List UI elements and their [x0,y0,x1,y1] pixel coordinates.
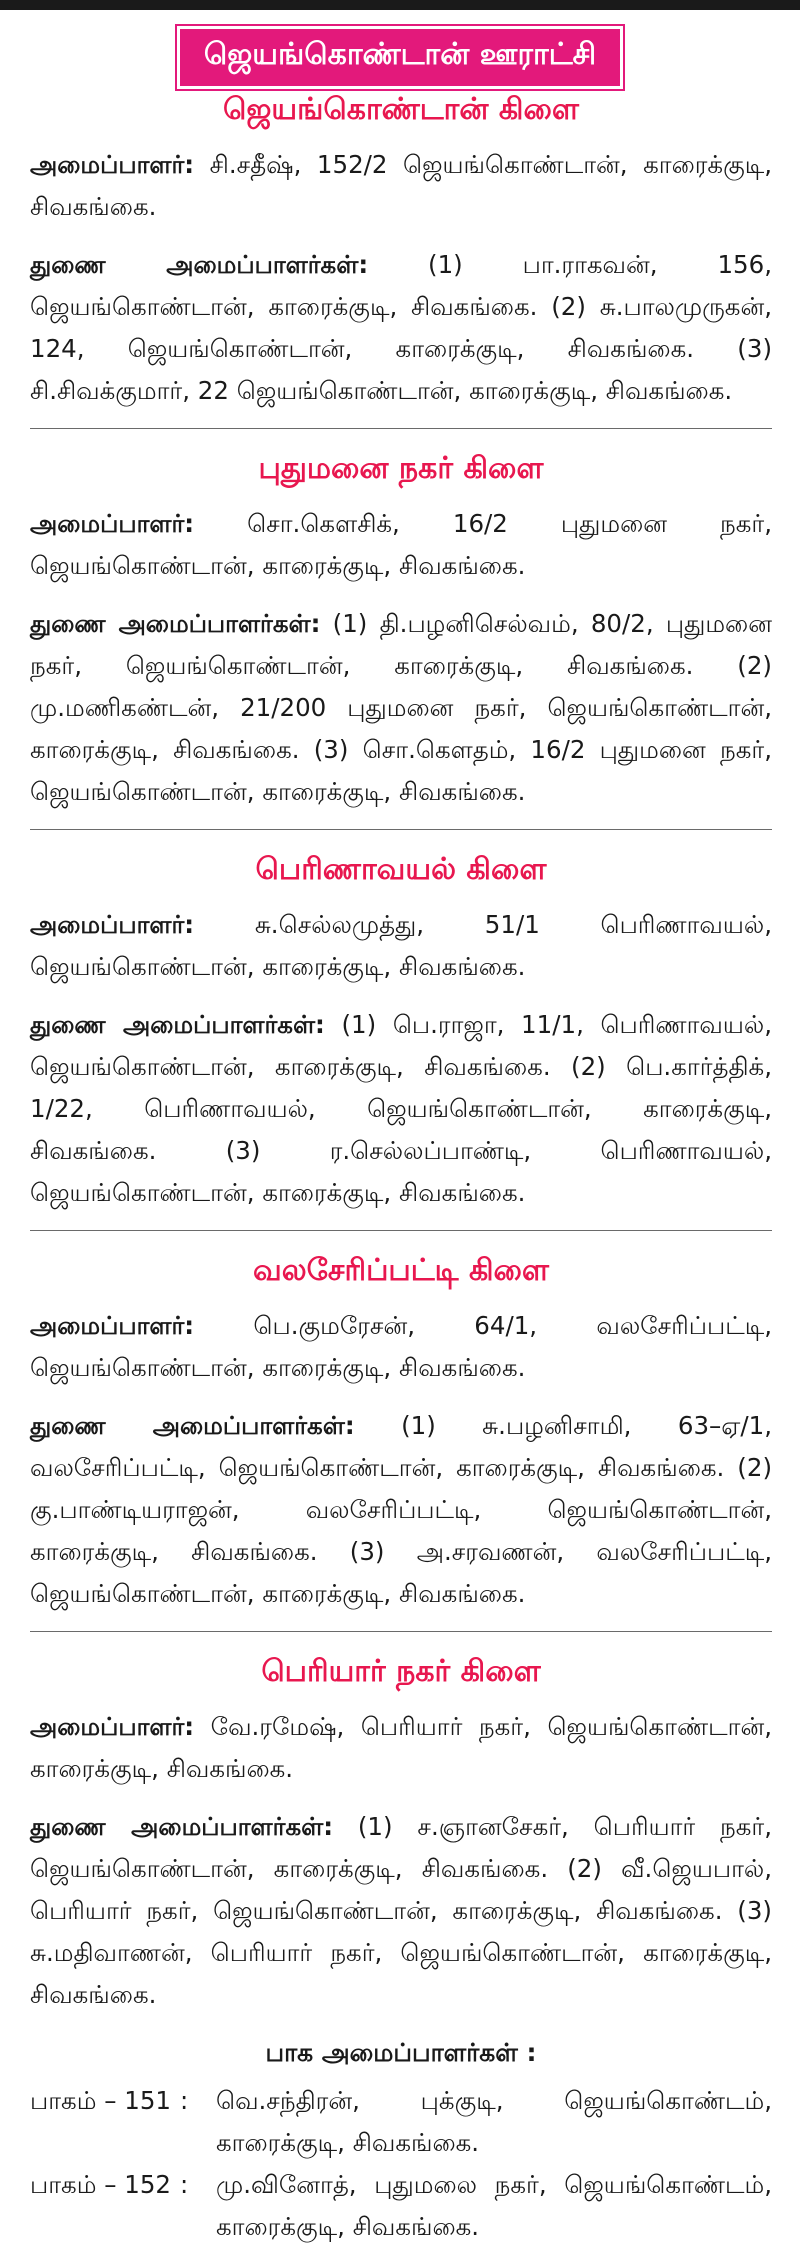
section-title: பெரியார் நகர் கிளை [261,1654,541,1689]
organizer-paragraph [30,904,772,988]
organizer-text: சி.சதீஷ், 152/2 ஜெயங்கொண்டான், காரைக்குடி, சிவகங்கை. [30,150,773,221]
organizer-label: அமைப்பாளர்: [30,910,195,939]
deputy-organizers-label: துணை அமைப்பாளர்கள்: [30,609,321,638]
section-pudhumanai-nagar [30,447,772,813]
part-organizer-text: மு.வினோத், புதுமலை நகர், ஜெயங்கொண்டம், காரைக்குடி, சிவகங்கை. [216,2170,772,2241]
organizer-paragraph [30,1706,772,1790]
divider [30,829,772,830]
part-separator: : [180,2170,189,2199]
document-body [0,88,800,2248]
deputy-organizers-paragraph [30,1405,772,1615]
part-organizer-text: வெ.சந்திரன், புக்குடி, ஜெயங்கொண்டம், காரைக்குடி, சிவகங்கை. [216,2086,772,2157]
organizer-text: வே.ரமேஷ், பெரியார் நகர், ஜெயங்கொண்டான், காரைக்குடி, சிவகங்கை. [30,1712,772,1783]
header [0,26,800,89]
organizer-label: அமைப்பாளர்: [30,509,195,538]
section-title: பெரிணாவயல் கிளை [255,852,547,887]
organizer-label: அமைப்பாளர்: [30,1311,195,1340]
part-number: பாகம் – 152 [30,2170,172,2199]
deputy-organizers-text: (1) பெ.ராஜா, 11/1, பெரிணாவயல், ஜெயங்கொண்டான், காரைக்குடி, சிவகங்கை. (2) பெ.கார்த்திக், 1/22, பெரிணாவயல், ஜெயங்கொண்டான், காரைக்குடி, சிவகங்கை. (3) ர.செல்லப்பாண்டி, பெரிணாவயல், ஜெயங்கொண்டான், காரைக்குடி, சிவகங்கை. [30,1010,772,1207]
organizer-label: அமைப்பாளர்: [30,1712,195,1741]
part-organizer-row [30,2080,772,2164]
organizer-paragraph [30,144,772,228]
organizer-paragraph [30,503,772,587]
organizer-text: சு.செல்லமுத்து, 51/1 பெரிணாவயல், ஜெயங்கொண்டான், காரைக்குடி, சிவகங்கை. [30,910,772,981]
section-title: புதுமனை நகர் கிளை [258,451,544,486]
divider [30,1230,772,1231]
organizer-text: சொ.கௌசிக், 16/2 புதுமனை நகர், ஜெயங்கொண்டான், காரைக்குடி, சிவகங்கை. [30,509,772,580]
section-valaseripatti [30,1249,772,1615]
divider [30,1631,772,1632]
deputy-organizers-text: (1) சு.பழனிசாமி, 63–ஏ/1, வலசேரிப்பட்டி, ஜெயங்கொண்டான், காரைக்குடி, சிவகங்கை. (2) கு.பாண்டியராஜன், வலசேரிப்பட்டி, ஜெயங்கொண்டான், காரைக்குடி, சிவகங்கை. (3) அ.சரவணன், வலசேரிப்பட்டி, ஜெயங்கொண்டான், காரைக்குடி, சிவகங்கை. [30,1411,773,1608]
section-jeyankondan [30,88,772,412]
deputy-organizers-paragraph [30,1004,772,1214]
deputy-organizers-paragraph [30,1806,772,2016]
deputy-organizers-text: (1) பா.ராகவன், 156, ஜெயங்கொண்டான், காரைக்குடி, சிவகங்கை. (2) சு.பாலமுருகன், 124, ஜெயங்கொண்டான், காரைக்குடி, சிவகங்கை. (3) சி.சிவக்குமார், 22 ஜெயங்கொண்டான், காரைக்குடி, சிவகங்கை. [30,250,772,405]
organizer-label: அமைப்பாளர்: [30,150,195,179]
top-rule [0,0,800,10]
section-title: ஜெயங்கொண்டான் கிளை [223,92,579,127]
part-separator: : [180,2086,189,2115]
part-number: பாகம் – 151 [30,2086,172,2115]
organizer-text: பெ.குமரேசன், 64/1, வலசேரிப்பட்டி, ஜெயங்கொண்டான், காரைக்குடி, சிவகங்கை. [30,1311,772,1382]
deputy-organizers-label: துணை அமைப்பாளர்கள்: [30,250,369,279]
section-perinavayal [30,848,772,1214]
deputy-organizers-paragraph [30,603,772,813]
deputy-organizers-text: (1) ச.ஞானசேகர், பெரியார் நகர், ஜெயங்கொண்டான், காரைக்குடி, சிவகங்கை. (2) வீ.ஜெயபால், பெரியார் நகர், ஜெயங்கொண்டான், காரைக்குடி, சிவகங்கை. (3) சு.மதிவாணன், பெரியார் நகர், ஜெயங்கொண்டான், காரைக்குடி, சிவகங்கை. [30,1812,772,2009]
divider [30,428,772,429]
part-organizers-heading: பாக அமைப்பாளர்கள் : [265,2038,537,2067]
deputy-organizers-label: துணை அமைப்பாளர்கள்: [30,1812,334,1841]
section-title: வலசேரிப்பட்டி கிளை [252,1253,549,1288]
section-periyar-nagar [30,1650,772,2016]
organizer-paragraph [30,1305,772,1389]
deputy-organizers-label: துணை அமைப்பாளர்கள்: [30,1010,325,1039]
part-organizer-row [30,2164,772,2248]
deputy-organizers-label: துணை அமைப்பாளர்கள்: [30,1411,355,1440]
deputy-organizers-paragraph [30,244,772,412]
deputy-organizers-text: (1) தி.பழனிசெல்வம், 80/2, புதுமனை நகர், ஜெயங்கொண்டான், காரைக்குடி, சிவகங்கை. (2) மு.மணிகண்டன், 21/200 புதுமனை நகர், ஜெயங்கொண்டான், காரைக்குடி, சிவகங்கை. (3) சொ.கௌதம், 16/2 புதுமனை நகர், ஜெயங்கொண்டான், காரைக்குடி, சிவகங்கை. [30,609,772,806]
part-organizers [30,2032,772,2248]
header-banner: ஜெயங்கொண்டான் ஊராட்சி [177,26,623,89]
